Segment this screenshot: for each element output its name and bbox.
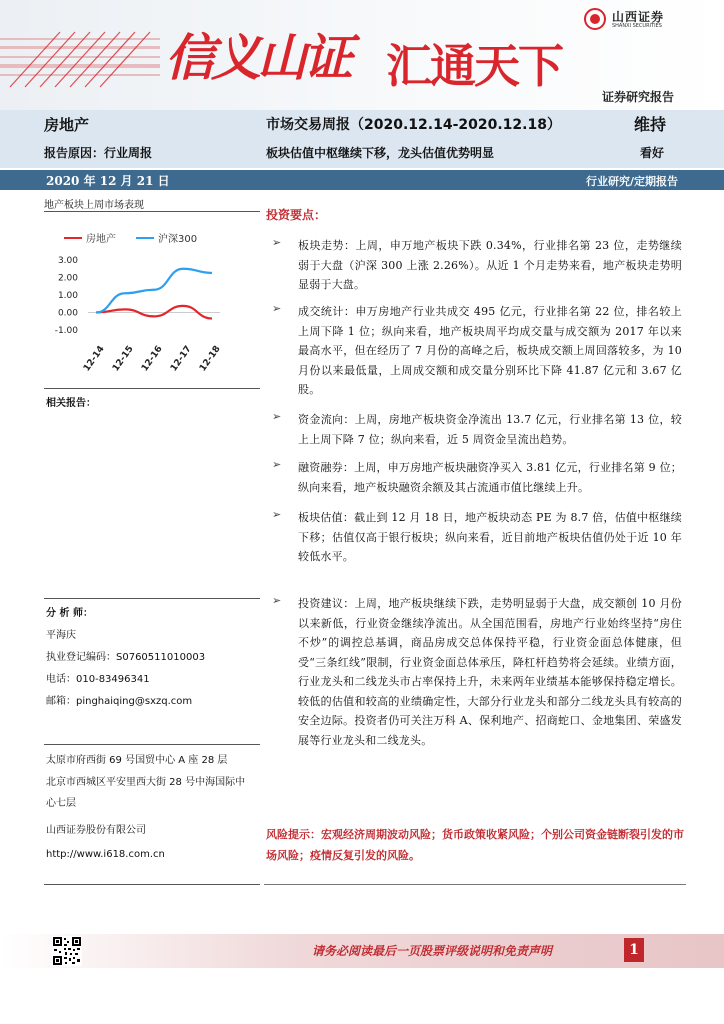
x-tick-label: 12-17 xyxy=(169,344,194,374)
report-title: 市场交易周报（2020.12.14-2020.12.18） xyxy=(266,117,561,133)
report-subtitle: 板块估值中枢继续下移，龙头估值优势明显 xyxy=(266,146,495,160)
legend-label: 房地产 xyxy=(86,234,116,245)
arrow-bullet-icon: ➢ xyxy=(272,508,282,521)
rating: 维持 xyxy=(634,115,667,134)
chart-title: 地产板块上周市场表现 xyxy=(44,200,144,211)
qr-code-icon xyxy=(52,936,82,966)
y-tick-label: -1.00 xyxy=(54,326,78,336)
rating-sub: 看好 xyxy=(640,146,665,160)
company-website[interactable]: http://www.i618.com.cn xyxy=(46,849,165,860)
divider xyxy=(44,211,260,212)
office-address-taiyuan: 太原市府西街 69 号国贸中心 A 座 28 层 xyxy=(46,755,228,766)
report-label: 证券研究报告 xyxy=(601,90,674,104)
divider xyxy=(44,388,260,389)
y-tick-label: 1.00 xyxy=(57,291,78,301)
x-tick-label: 12-14 xyxy=(82,344,107,374)
bullet-text: 板块估值：截止到 12 月 18 日，地产板块动态 PE 为 8.7 倍，估值中枢继续下移；估值仅高于银行板块；纵向来看，近目前地产板块估值仍处于近 10 年较低水平。 xyxy=(298,511,682,563)
arrow-bullet-icon: ➢ xyxy=(272,236,282,249)
divider xyxy=(44,744,260,745)
y-tick-label: 3.00 xyxy=(57,256,78,266)
arrow-bullet-icon: ➢ xyxy=(272,458,282,471)
divider xyxy=(44,598,260,599)
x-tick-label: 12-15 xyxy=(111,344,136,374)
company-logo xyxy=(584,6,724,34)
disclaimer-notice: 请务必阅读最后一页股票评级说明和免责声明 xyxy=(312,944,553,958)
analyst-phone: 电话：010-83496341 xyxy=(46,674,150,685)
bullet-text: 融资融券：上周，申万房地产板块融资净买入 3.81 亿元，行业排名第 9 位；纵向来看，地产板块融资余额及其占流通市值比继续上升。 xyxy=(298,461,682,494)
arrow-bullet-icon: ➢ xyxy=(272,594,282,607)
page-number: 1 xyxy=(624,938,644,962)
related-reports-label: 相关报告： xyxy=(46,398,96,409)
report-reason: 报告原因：行业周报 xyxy=(44,146,153,160)
logo-text-cn: 山西证券 xyxy=(612,10,665,24)
logo-text-en: SHANXI SECURITIES xyxy=(612,23,662,29)
divider xyxy=(264,884,686,885)
series-line-沪深300 xyxy=(96,269,212,313)
risk-warning: 风险提示：宏观经济周期波动风险；货币政策收紧风险；个别公司资金链断裂引发的市场风险；疫情反复引发的风险。 xyxy=(266,828,684,862)
bullet-text: 成交统计：申万房地产行业共成交 495 亿元，行业排名第 22 位，排名较上上周下降 1 位；纵向来看，地产板块周平均成交量与成交额为 2017 年以来最高水平，但在经历了 7 月份的高峰之后，板块成交额上周回落较多，为 10 月份以来最低量，上周成交额和成交量分别环比下降 41.87 亿元和 3.67 亿股。 xyxy=(298,305,682,396)
legend-label: 沪深300 xyxy=(158,234,198,245)
analyst-name: 平海庆 xyxy=(46,630,76,641)
y-tick-label: 2.00 xyxy=(57,273,78,284)
arrow-bullet-icon: ➢ xyxy=(272,302,282,315)
office-address-beijing: 北京市西城区平安里西大街 28 号中海国际中心七层 xyxy=(46,777,246,809)
decorative-bars xyxy=(0,12,160,92)
header-banner xyxy=(0,0,724,110)
x-tick-label: 12-16 xyxy=(140,344,165,374)
analyst-license: 执业登记编码：S0760511010003 xyxy=(46,652,206,663)
y-tick-label: 0.00 xyxy=(57,308,78,319)
report-date: 2020 年 12 月 21 日 xyxy=(46,174,170,188)
bullet-text: 投资建议：上周，地产板块继续下跌，走势明显弱于大盘，成交额创 10 月份以来新低，行业资金继续净流出。从全国范围看，房地产行业始终坚持“房住不炒”的调控总基调，商品房成交总体保持平稳，行业资金面总体健康，但受“三条红线”限制，行业资金面总体承压，降杠杆趋势将会延续。业绩方面，行业龙头和二线龙头市占率保持上升，未来两年业绩基本能够保持稳定增长。较低的估值和较高的业绩确定性，大部分行业龙头和部分二线龙头具有较高的安全边际。投资者仍可关注万科 A、保利地产、招商蛇口、金地集团、荣盛发展等行业龙头和二线龙头。 xyxy=(298,597,682,747)
investment-highlights-heading: 投资要点： xyxy=(266,208,327,222)
report-type: 行业研究/定期报告 xyxy=(585,175,678,188)
company-name: 山西证券股份有限公司 xyxy=(46,825,146,836)
divider xyxy=(44,884,260,885)
arrow-bullet-icon: ➢ xyxy=(272,410,282,423)
x-tick-label: 12-18 xyxy=(198,344,223,374)
analyst-email[interactable]: 邮箱：pinghaiqing@sxzq.com xyxy=(46,696,193,707)
sector-name: 房地产 xyxy=(44,116,90,134)
logo-emblem-icon xyxy=(584,8,606,30)
slogan-part-2: 汇通天下 xyxy=(386,39,562,93)
bullet-text: 板块走势：上周，申万地产板块下跌 0.34%，行业排名第 23 位，走势继续弱于大盘（沪深 300 上涨 2.26%）。从近 1 个月走势来看，地产板块走势明显弱于大盘。 xyxy=(298,239,682,291)
analyst-heading: 分 析 师： xyxy=(46,608,93,619)
market-performance-chart xyxy=(44,222,260,382)
bullet-text: 资金流向：上周，房地产板块资金净流出 13.7 亿元，行业排名第 13 位，较上上周下降 7 位；纵向来看，近 5 周资金呈流出趋势。 xyxy=(298,413,682,446)
slogan-part-1: 信义山证 xyxy=(165,28,349,87)
